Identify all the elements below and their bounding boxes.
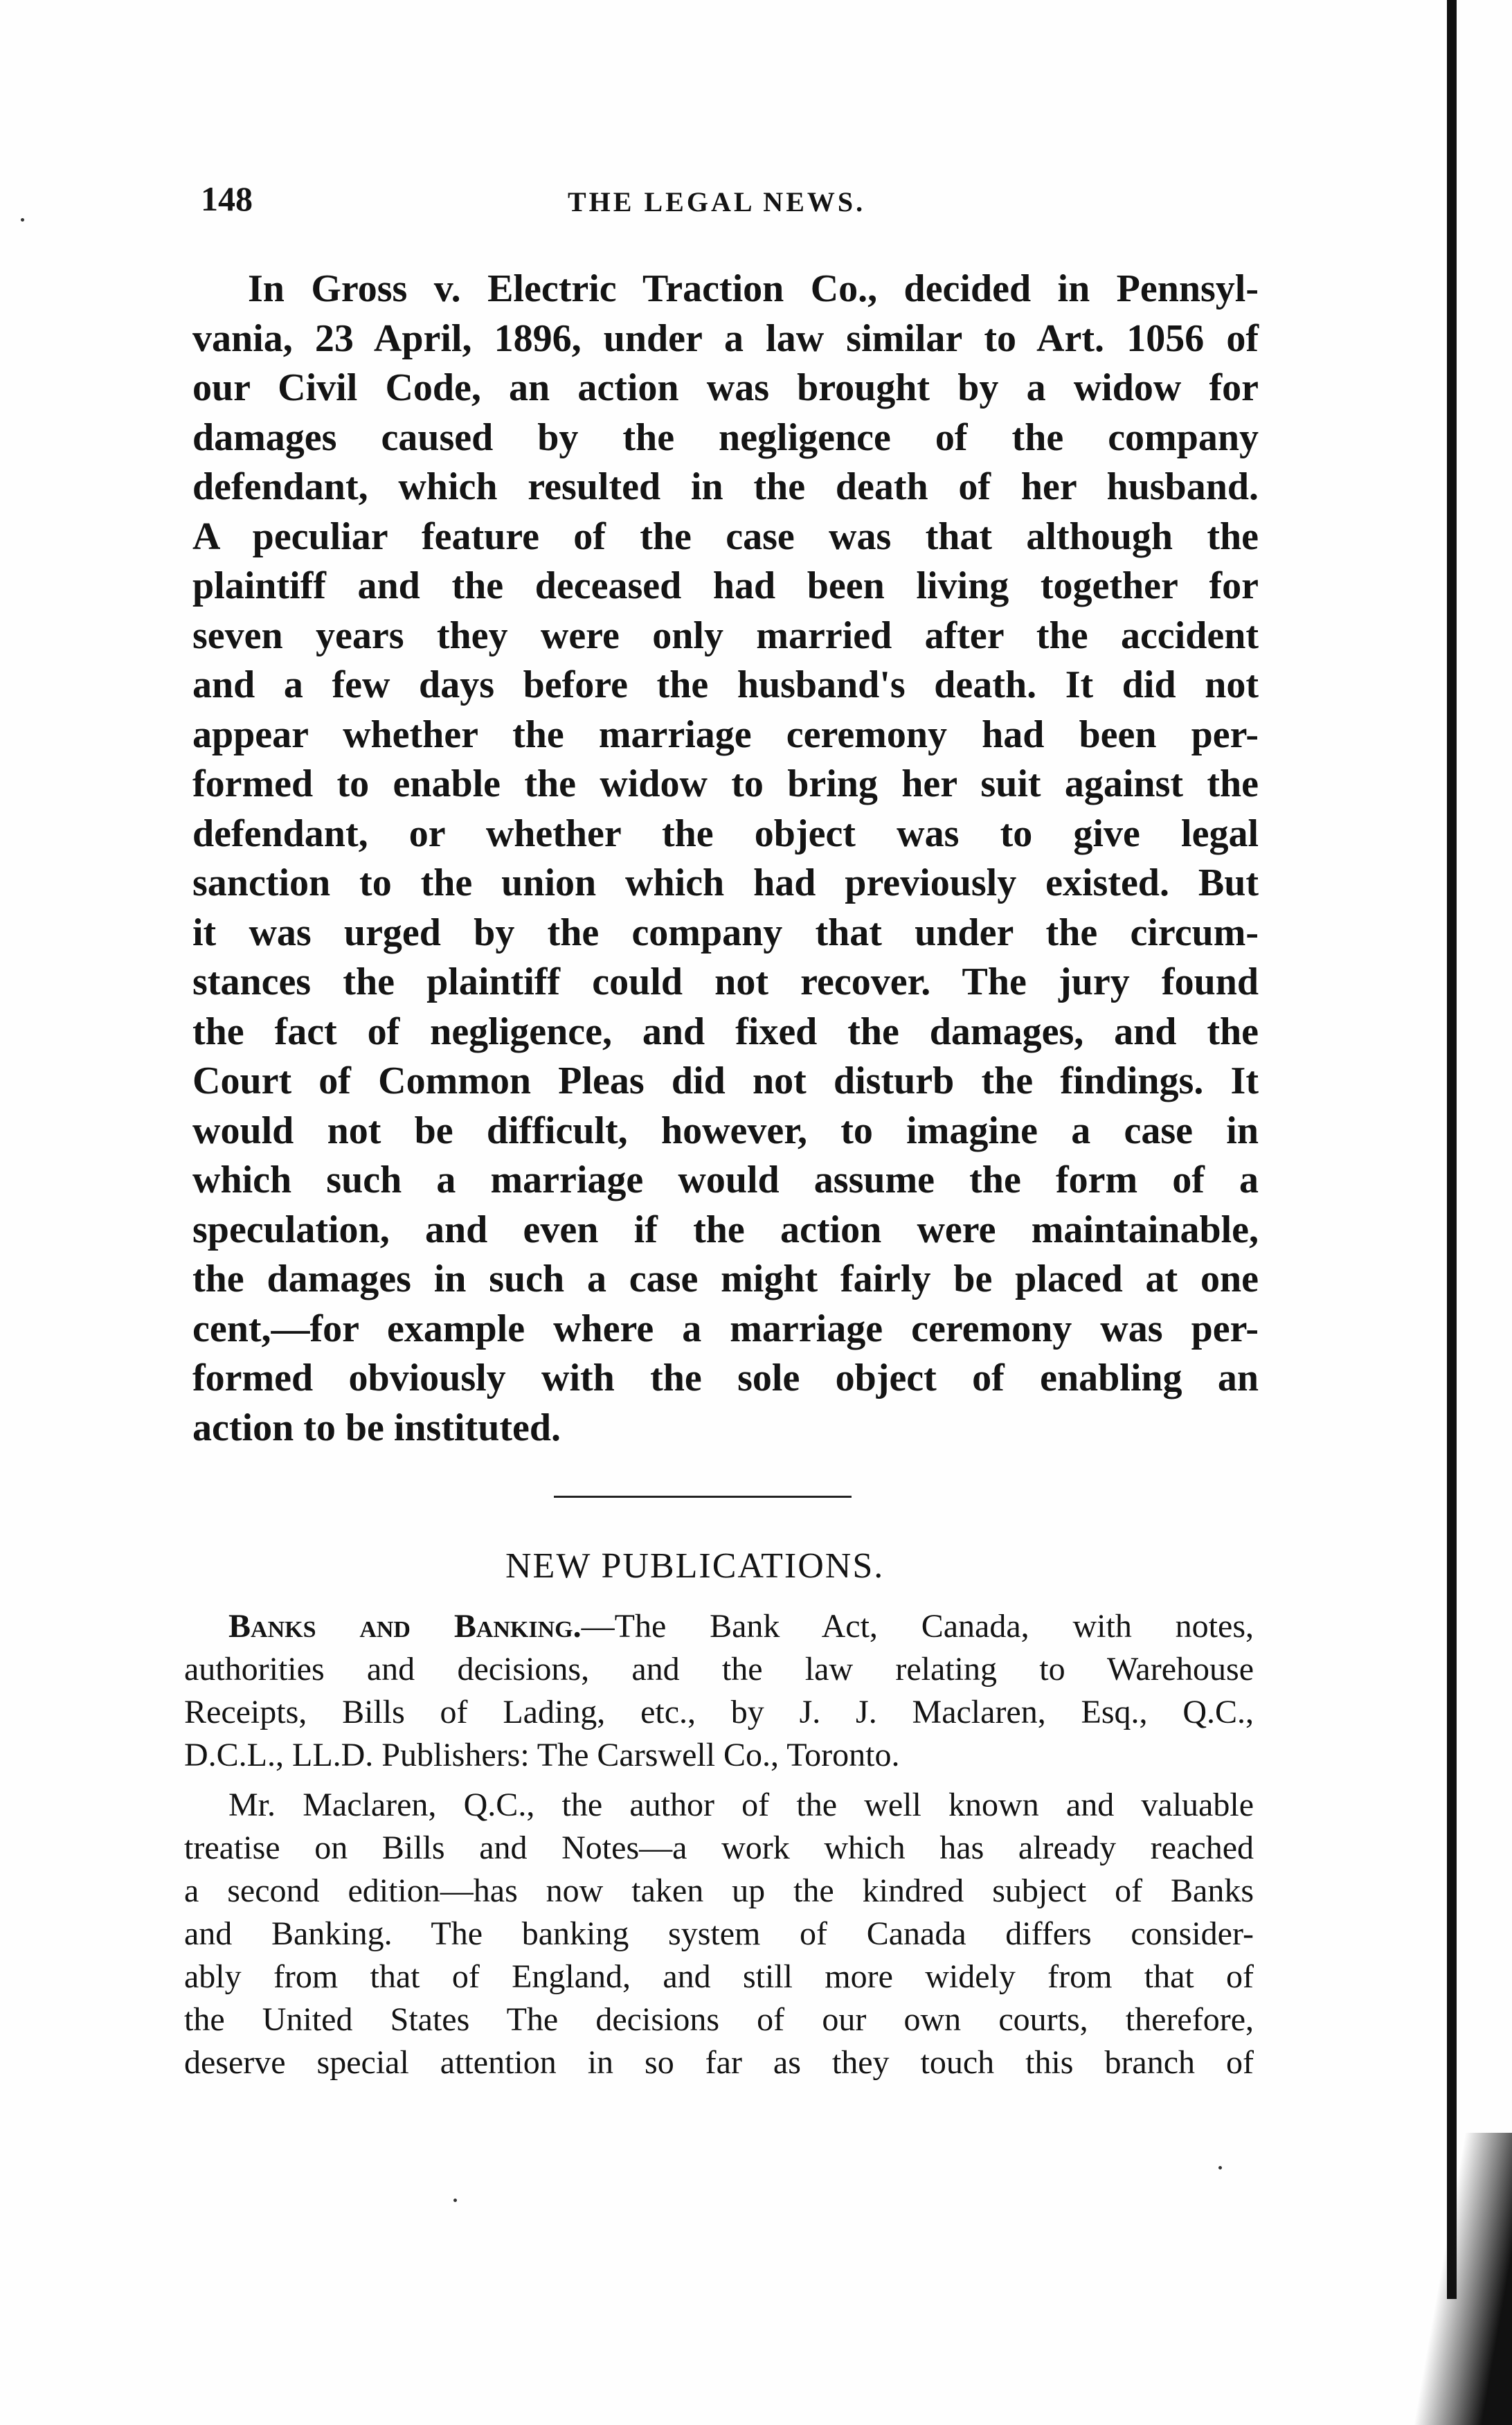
article-line bbox=[192, 1404, 1259, 1453]
review-line-text: a second edition—has now taken up the kindred subject of Banks bbox=[184, 1872, 1254, 1909]
article-line-text: our Civil Code, an action was brought by a widow for bbox=[192, 366, 1259, 409]
article-line-text: defendant, which resulted in the death of her husband. bbox=[192, 465, 1259, 508]
review-line bbox=[184, 2041, 1254, 2084]
article-line bbox=[192, 710, 1259, 760]
publication-line-text: D.C.L., LL.D. Publishers: The Carswell Co., Toronto. bbox=[184, 1737, 900, 1773]
review-line bbox=[184, 1870, 1254, 1913]
review-line bbox=[184, 1827, 1254, 1870]
article-line bbox=[192, 463, 1259, 512]
article-line-text: formed to enable the widow to bring her suit against the bbox=[192, 762, 1259, 805]
article-line-text: plaintiff and the deceased had been living together for bbox=[192, 564, 1259, 607]
article-line bbox=[192, 1354, 1259, 1404]
scan-speck bbox=[21, 218, 24, 222]
article-line-text: damages caused by the negligence of the company bbox=[192, 415, 1259, 459]
article-line bbox=[192, 1255, 1259, 1305]
article-line-text: In Gross v. Electric Traction Co., decided in Pennsyl- bbox=[248, 267, 1259, 310]
article-line bbox=[192, 1156, 1259, 1206]
section-title: NEW PUBLICATIONS. bbox=[505, 1546, 885, 1586]
article-line-text: which such a marriage would assume the form of a bbox=[192, 1158, 1259, 1201]
review-line-text: ably from that of England, and still more widely from that of bbox=[184, 1958, 1254, 1995]
article-line bbox=[192, 413, 1259, 463]
publication-line-text: authorities and decisions, and the law relating to Warehouse bbox=[184, 1651, 1254, 1688]
publication-line bbox=[184, 1648, 1254, 1691]
article-line-text: action to be instituted. bbox=[192, 1406, 561, 1449]
article-line bbox=[192, 760, 1259, 809]
review-line-text: deserve special attention in so far as they touch this branch of bbox=[184, 2044, 1254, 2081]
review-line-text: the United States The decisions of our own courts, therefore, bbox=[184, 2001, 1254, 2038]
article-line bbox=[192, 1008, 1259, 1057]
publication-line bbox=[184, 1734, 1254, 1777]
article-line-text: appear whether the marriage ceremony had been per- bbox=[192, 713, 1259, 756]
page-number: 148 bbox=[201, 179, 253, 218]
page-header bbox=[201, 179, 1281, 234]
article-body bbox=[192, 265, 1259, 1453]
review-line-text: treatise on Bills and Notes—a work which has already reached bbox=[184, 1829, 1254, 1866]
review-line bbox=[184, 1784, 1254, 1827]
publication-line-text: —The Bank Act, Canada, with notes, bbox=[581, 1608, 1254, 1645]
publication-heading: Banks and Banking. bbox=[228, 1608, 582, 1645]
article-line-text: A peculiar feature of the case was that although the bbox=[192, 514, 1259, 558]
article-line-text: cent,—for example where a marriage ceremony was per- bbox=[192, 1307, 1259, 1350]
article-line bbox=[192, 562, 1259, 611]
article-line-text: Court of Common Pleas did not disturb the findings. It bbox=[192, 1059, 1259, 1102]
review-line bbox=[184, 1998, 1254, 2041]
scan-speck bbox=[1218, 2166, 1222, 2169]
article-line bbox=[192, 1107, 1259, 1156]
publication-line bbox=[184, 1605, 1254, 1648]
review-line-text: and Banking. The banking system of Canada differs consider- bbox=[184, 1915, 1254, 1952]
publication-line-text: Receipts, Bills of Lading, etc., by J. J. Maclaren, Esq., Q.C., bbox=[184, 1694, 1254, 1730]
article-line bbox=[192, 314, 1259, 364]
publication-line bbox=[184, 1691, 1254, 1734]
article-line-text: defendant, or whether the object was to give legal bbox=[192, 812, 1259, 855]
running-head: THE LEGAL NEWS. bbox=[568, 186, 866, 217]
article-line bbox=[192, 1206, 1259, 1255]
review-line bbox=[184, 1913, 1254, 1956]
review-line-text: Mr. Maclaren, Q.C., the author of the well known and valuable bbox=[228, 1787, 1254, 1823]
article-line bbox=[192, 1305, 1259, 1354]
article-line bbox=[192, 859, 1259, 909]
article-line-text: sanction to the union which had previously existed. But bbox=[192, 861, 1259, 904]
article-line-text: speculation, and even if the action were maintainable, bbox=[192, 1208, 1259, 1251]
article-line-text: seven years they were only married after the accident bbox=[192, 614, 1259, 657]
article-line bbox=[192, 809, 1259, 859]
article-line bbox=[192, 1057, 1259, 1107]
article-line-text: stances the plaintiff could not recover. The jury found bbox=[192, 960, 1259, 1003]
article-line bbox=[192, 611, 1259, 661]
article-line-text: and a few days before the husband's death. It did not bbox=[192, 663, 1259, 706]
article-line-text: would not be difficult, however, to imagine a case in bbox=[192, 1109, 1259, 1152]
article-line-text: the damages in such a case might fairly be placed at one bbox=[192, 1258, 1259, 1300]
binding-edge bbox=[1447, 0, 1457, 2299]
article-line-text: vania, 23 April, 1896, under a law similar to Art. 1056 of bbox=[192, 316, 1259, 360]
article-line bbox=[192, 265, 1259, 314]
article-line bbox=[192, 661, 1259, 710]
publication-notice bbox=[184, 1605, 1254, 2084]
section-divider bbox=[554, 1496, 852, 1498]
review-line bbox=[184, 1956, 1254, 1998]
article-line-text: it was urged by the company that under the circum- bbox=[192, 911, 1259, 954]
scan-speck bbox=[453, 2199, 457, 2202]
article-line bbox=[192, 364, 1259, 413]
article-line-text: formed obviously with the sole object of enabling an bbox=[192, 1357, 1259, 1399]
article-line bbox=[192, 958, 1259, 1008]
article-line bbox=[192, 909, 1259, 958]
article-line-text: the fact of negligence, and fixed the damages, and the bbox=[192, 1010, 1259, 1053]
article-line bbox=[192, 512, 1259, 562]
torn-edge bbox=[1412, 2133, 1512, 2425]
